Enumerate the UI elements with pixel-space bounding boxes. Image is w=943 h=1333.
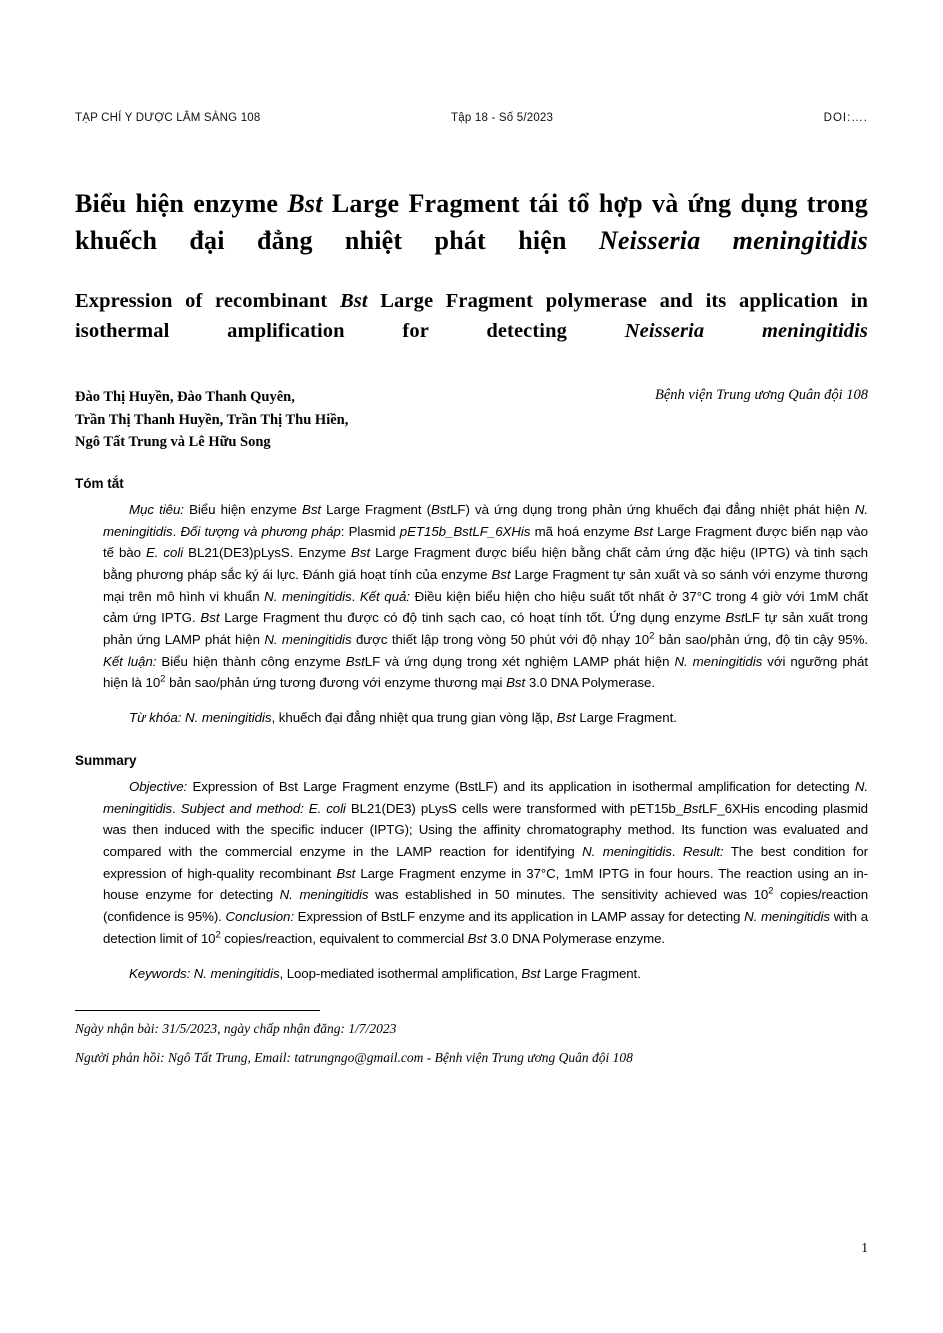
keywords-en-label: Keywords: [129, 965, 191, 981]
running-head-issue: Tập 18 - Số 5/2023 [451, 112, 554, 124]
title-en-italic-species: Neisseria meningitidis [624, 320, 868, 343]
running-head [75, 112, 868, 124]
running-head-journal: TẠP CHÍ Y DƯỢC LÂM SÀNG 108 [75, 112, 261, 124]
footnote-corresponding: Người phản hồi: Ngô Tất Trung, Email: tatrungngo@gmail.com - Bệnh viện Trung ương Quân đội 108 [75, 1050, 633, 1066]
article-title-vietnamese: Biểu hiện enzyme Bst Large Fragment tái tổ hợp và ứng dụng trong khuếch đại đẳng nhiệt phát hiện Neisseria meningitidis [75, 189, 869, 255]
title-vi-italic-species: Neisseria meningitidis [598, 225, 869, 255]
title-en-italic-bst: Bst [339, 289, 368, 312]
authors-block [75, 386, 868, 453]
author-line: Đào Thị Huyền, Đào Thanh Quyên, [75, 389, 295, 406]
keywords-vi-label: Từ khóa: [129, 710, 182, 726]
page-number: 1 [861, 1240, 868, 1255]
abstract-vi-heading: Tóm tắt [75, 475, 124, 491]
author-affiliation: Bệnh viện Trung ương Quân đội 108 [655, 387, 868, 404]
abstract-en-body: Objective: Expression of Bst Large Fragment enzyme (BstLF) and its application in isothermal amplification for detecting N. meningitidis. Subject and method: E. coli BL21(DE3) pLysS cells were transformed with pET15b_BstLF_6XHis encoding plasmid was then induced with the specific inducer (IPTG); Using the affinity chromatography method. Its function was evaluated and compared with the commercial enzyme in the LAMP reaction for identifying N. meningitidis. Result: The best condition for expression of high-quality recombinant Bst Large Fragment enzyme in 37°C, 1mM IPTG in four hours. The reaction using an in-house enzyme for detecting N. meningitidis was established in 50 minutes. The sensitivity achieved was $10^2$ copies/reaction (confidence is 95%). Conclusion: Expression of BstLF enzyme and its application in LAMP assay for detecting N. meningitidis with a detection limit of $10^2$ copies/reaction, equivalent to commercial Bst 3.0 DNA Polymerase enzyme. [103, 778, 868, 946]
title-vi-italic-bst: Bst [287, 189, 323, 218]
keywords-en-value: N. meningitidis, Loop-mediated isothermal amplification, Bst Large Fragment. [193, 965, 641, 981]
page-content [75, 0, 868, 1069]
author-list [75, 386, 348, 453]
article-title-english: Expression of recombinant Bst Large Fragment polymerase and its application in isothermal amplification for detecting Neisseria meningitidis [75, 289, 869, 343]
abstract-vi-body: Mục tiêu: Biểu hiện enzyme Bst Large Fragment (BstLF) và ứng dụng trong phản ứng khuếch đại đẳng nhiệt phát hiện N. meningitidis. Đối tượng và phương pháp: Plasmid pET15b_BstLF_6XHis mã hoá enzyme Bst Large Fragment được biến nạp vào tế bào E. coli BL21(DE3)pLysS. Enzyme Bst Large Fragment được biểu hiện bằng chất cảm ứng đặc hiệu (IPTG) và tinh sạch bằng phương pháp sắc ký ái lực. Đánh giá hoạt tính của enzyme Bst Large Fragment tự sản xuất và so sánh với enzyme thương mại trên mô hình vi khuẩn N. meningitidis. Kết quả: Điều kiện biểu hiện cho hiệu suất tốt nhất ở 37°C trong 4 giờ với 1mM chất cảm ứng IPTG. Bst Large Fragment thu được có độ tinh sạch cao, có hoạt tính tốt. Ứng dụng enzyme BstLF tự sản xuất trong phản ứng LAMP phát hiện N. meningitidis được thiết lập trong vòng 50 phút với độ nhạy $10^2$ bản sao/phản ứng, độ tin cậy 95%. Kết luận: Biểu hiện thành công enzyme BstLF và ứng dụng trong xét nghiệm LAMP phát hiện N. meningitidis với ngưỡng phát hiện là $10^2$ bản sao/phản ứng tương đương với enzyme thương mại Bst 3.0 DNA Polymerase. [103, 501, 869, 691]
abstract-en-keywords [75, 963, 868, 985]
abstract-vi-keywords [75, 707, 868, 729]
footnote-received: Ngày nhận bài: 31/5/2023, ngày chấp nhận đăng: 1/7/2023 [75, 1021, 397, 1037]
keywords-vi-value: N. meningitidis, khuếch đại đẳng nhiệt qua trung gian vòng lặp, Bst Large Fragment. [185, 710, 677, 726]
abstract-en-heading: Summary [75, 752, 137, 768]
author-line: Ngô Tất Trung và Lê Hữu Song [75, 434, 271, 451]
running-head-doi: DOI:…. [823, 112, 868, 124]
footnote-divider [75, 1010, 320, 1011]
author-line: Trần Thị Thanh Huyền, Trần Thị Thu Hiền, [75, 411, 349, 428]
